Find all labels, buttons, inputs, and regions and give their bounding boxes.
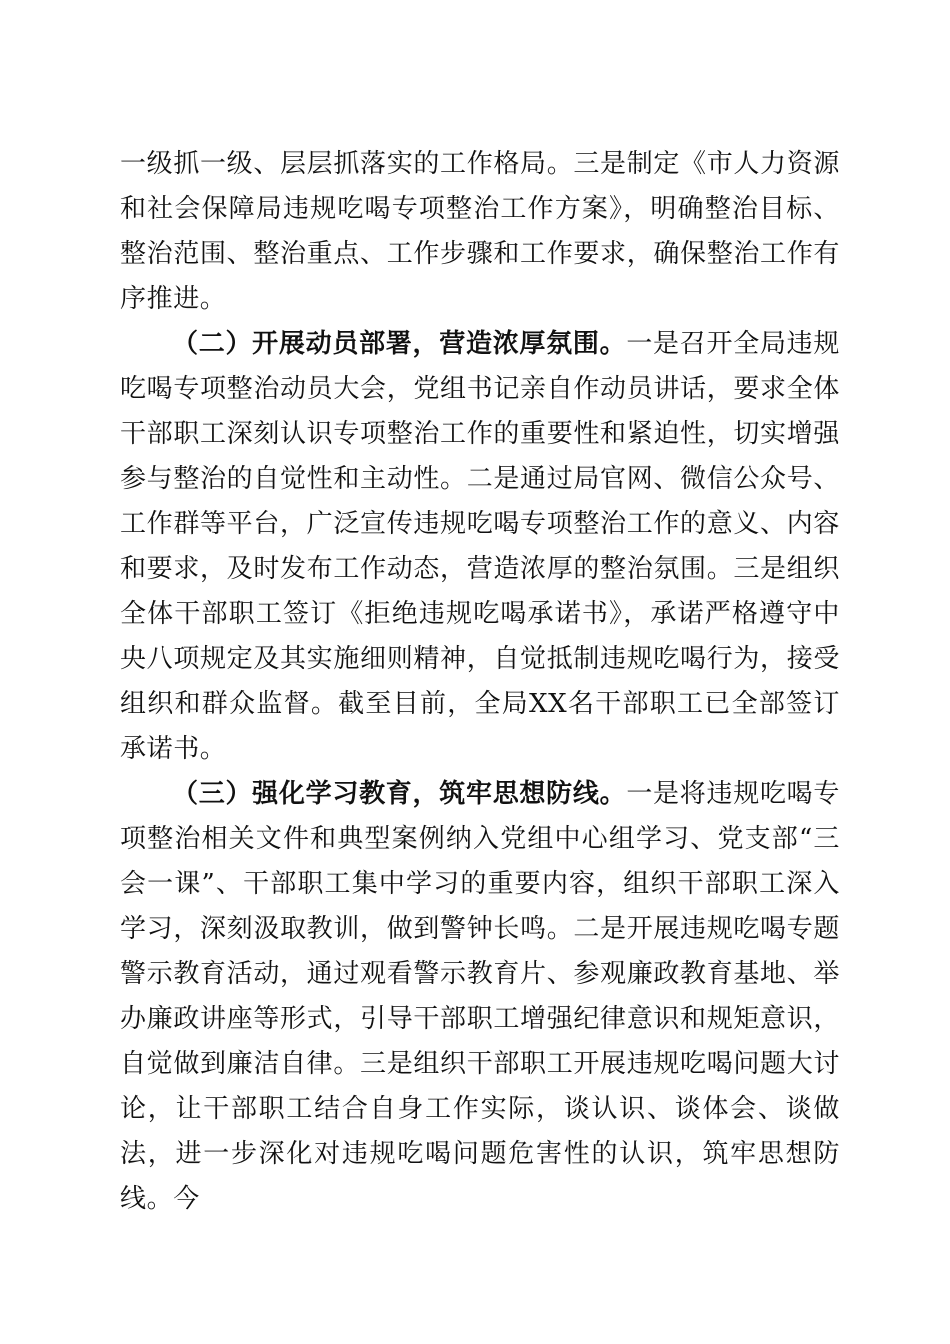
paragraph-section-3 (120, 772, 840, 1222)
paragraph-body: 一是将违规吃喝专项整治相关文件和典型案例纳入党组中心组学习、党支部“三会一课”、干部职工集中学习的重要内容，组织干部职工深入学习，深刻汲取教训，做到警钟长鸣。二是开展违规吃喝专题警示教育活动，通过观看警示教育片、参观廉政教育基地、举办廉政讲座等形式，引导干部职工增强纪律意识和规矩意识，自觉做到廉洁自律。三是组织干部职工开展违规吃喝问题大讨论，让干部职工结合自身工作实际，谈认识、谈体会、谈做法，进一步深化对违规吃喝问题危害性的认识，筑牢思想防线。今 (120, 779, 840, 1214)
section-heading: （二）开展动员部署，营造浓厚氛围。 (172, 329, 627, 359)
paragraph-body: 一级抓一级、层层抓落实的工作格局。三是制定《市人力资源和社会保障局违规吃喝专项整治工作方案》，明确整治目标、整治范围、整治重点、工作步骤和工作要求，确保整治工作有序推进。 (120, 149, 840, 314)
paragraph-continuation (120, 142, 840, 322)
section-heading: （三）强化学习教育，筑牢思想防线。 (172, 779, 627, 809)
document-body (120, 142, 840, 1222)
paragraph-body: 一是召开全局违规吃喝专项整治动员大会，党组书记亲自作动员讲话，要求全体干部职工深刻认识专项整治工作的重要性和紧迫性，切实增强参与整治的自觉性和主动性。二是通过局官网、微信公众号、工作群等平台，广泛宣传违规吃喝专项整治工作的意义、内容和要求，及时发布工作动态，营造浓厚的整治氛围。三是组织全体干部职工签订《拒绝违规吃喝承诺书》，承诺严格遵守中央八项规定及其实施细则精神，自觉抵制违规吃喝行为，接受组织和群众监督。截至目前，全局XX名干部职工已全部签订承诺书。 (120, 329, 840, 764)
paragraph-section-2 (120, 322, 840, 772)
